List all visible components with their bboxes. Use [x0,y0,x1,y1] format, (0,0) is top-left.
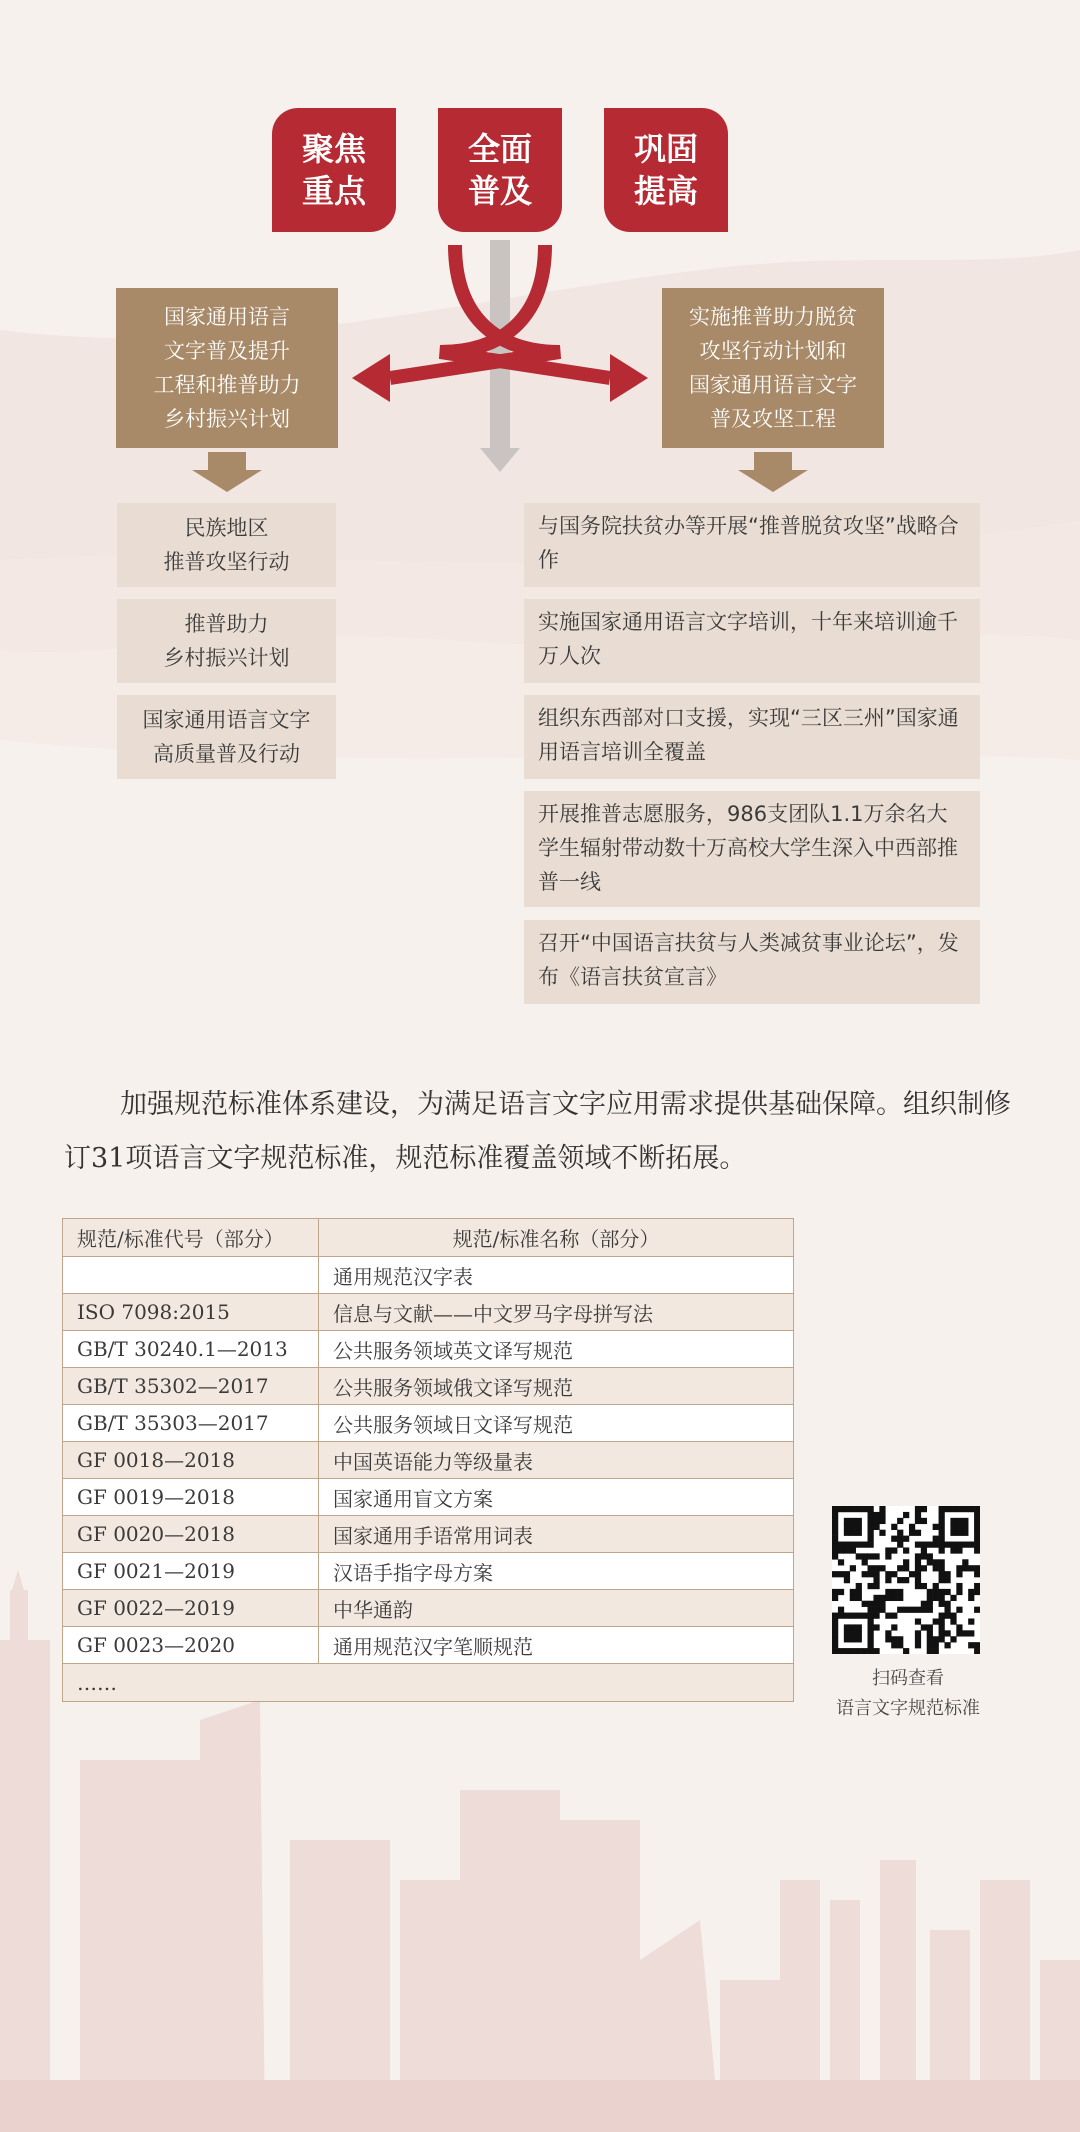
standard-name-cell: 公共服务领域日文译写规范 [319,1405,794,1442]
standard-code-cell: GB/T 30240.1—2013 [63,1331,319,1368]
standard-name-cell: 国家通用手语常用词表 [319,1516,794,1553]
standard-code-cell: GF 0018—2018 [63,1442,319,1479]
standard-name-cell: 公共服务领域俄文译写规范 [319,1368,794,1405]
standards-table [62,1218,794,1702]
right-plan-box: 实施推普助力脱贫 攻坚行动计划和 国家通用语言文字 普及攻坚工程 [662,288,884,448]
standard-name-cell: 中华通韵 [319,1590,794,1627]
table-row-more [63,1664,794,1702]
pillar-popularize: 全面 普及 [438,108,562,232]
left-item: 推普助力 乡村振兴计划 [117,599,336,683]
standard-code-cell: GF 0020—2018 [63,1516,319,1553]
standard-code-cell: GF 0022—2019 [63,1590,319,1627]
standard-name-cell: 信息与文献——中文罗马字母拼写法 [319,1294,794,1331]
table-row [63,1553,794,1590]
table-row [63,1590,794,1627]
table-row [63,1516,794,1553]
left-item: 民族地区 推普攻坚行动 [117,503,336,587]
standard-code-cell: GB/T 35302—2017 [63,1368,319,1405]
pillar-focus: 聚焦 重点 [272,108,396,232]
left-plan-box: 国家通用语言 文字普及提升 工程和推普助力 乡村振兴计划 [116,288,338,448]
standard-code-cell: GF 0021—2019 [63,1553,319,1590]
more-cell: …… [63,1664,794,1702]
table-row [63,1368,794,1405]
standard-name-cell: 公共服务领域英文译写规范 [319,1331,794,1368]
qr-caption: 扫码查看 语言文字规范标准 [836,1668,980,1719]
left-item: 国家通用语言文字 高质量普及行动 [117,695,336,779]
standard-code-cell: ISO 7098:2015 [63,1294,319,1331]
table-row [63,1331,794,1368]
table-header-row [63,1219,794,1257]
standard-code-cell [63,1257,319,1294]
diagram [0,0,1080,1050]
standard-code-cell: GF 0019—2018 [63,1479,319,1516]
table-row [63,1257,794,1294]
standard-code-cell: GF 0023—2020 [63,1627,319,1664]
table-row [63,1442,794,1479]
right-item: 实施国家通用语言文字培训，十年来培训逾千万人次 [524,599,980,683]
right-item: 召开“中国语言扶贫与人类减贫事业论坛”，发布《语言扶贫宣言》 [524,920,980,1004]
standard-name-cell: 通用规范汉字笔顺规范 [319,1627,794,1664]
right-item: 开展推普志愿服务，986支团队1.1万余名大学生辐射带动数十万高校大学生深入中西部推普一线 [524,791,980,907]
standard-name-cell: 通用规范汉字表 [319,1257,794,1294]
pillar-consolidate: 巩固 提高 [604,108,728,232]
table-header-name: 规范/标准名称（部分） [319,1219,794,1257]
standard-name-cell: 国家通用盲文方案 [319,1479,794,1516]
standard-name-cell: 汉语手指字母方案 [319,1553,794,1590]
table-header-code: 规范/标准代号（部分） [63,1219,319,1257]
qr-code-pattern [832,1506,980,1654]
table-body [63,1257,794,1702]
qr-code [832,1506,980,1654]
table-row [63,1479,794,1516]
table-row [63,1405,794,1442]
standard-name-cell: 中国英语能力等级量表 [319,1442,794,1479]
table-row [63,1294,794,1331]
standard-code-cell: GB/T 35303—2017 [63,1405,319,1442]
right-item: 与国务院扶贫办等开展“推普脱贫攻坚”战略合作 [524,503,980,587]
table-row [63,1627,794,1664]
right-item: 组织东西部对口支援，实现“三区三州”国家通用语言培训全覆盖 [524,695,980,779]
body-paragraph: 加强规范标准体系建设，为满足语言文字应用需求提供基础保障。组织制修订31项语言文字规范标准，规范标准覆盖领域不断拓展。 [64,1089,1011,1174]
